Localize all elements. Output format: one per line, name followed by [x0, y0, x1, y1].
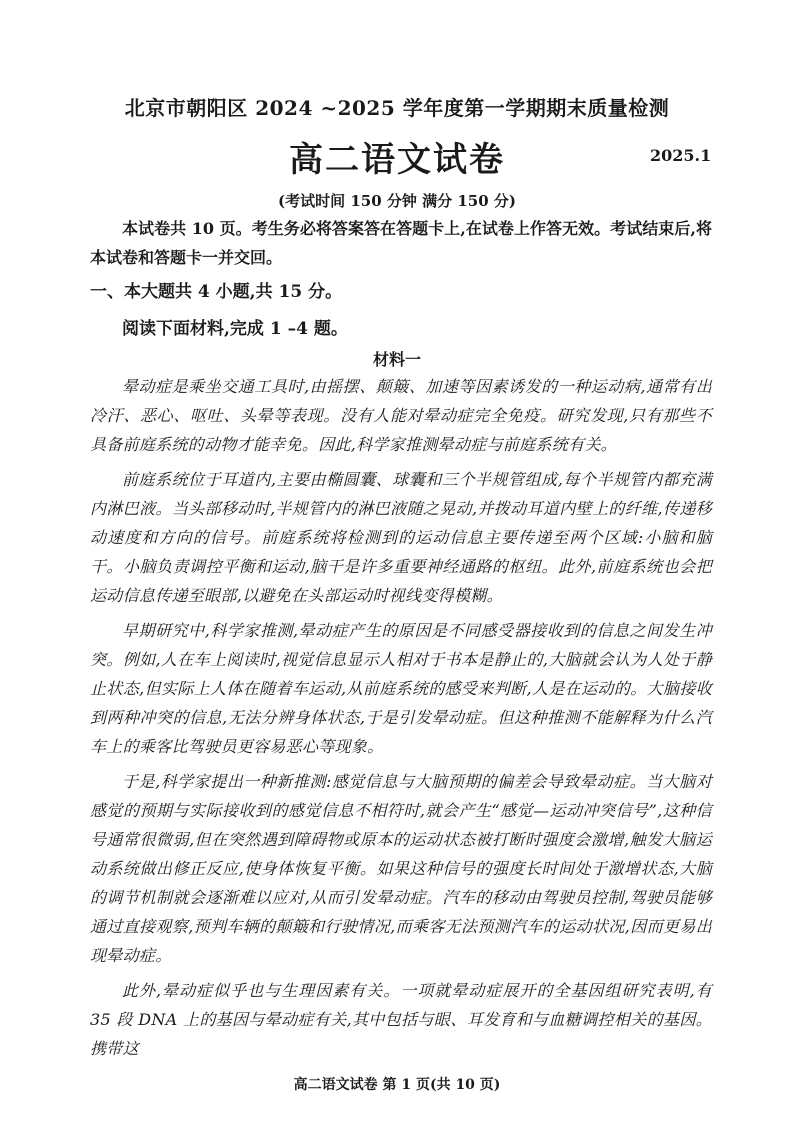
paragraph: 早期研究中,科学家推测,晕动症产生的原因是不同感受器接收到的信息之间发生冲突。例如,人在车上阅读时,视觉信息显示人相对于书本是静止的,大脑就会认为人处于静止状态,但实际上人体在随着车运动,从前庭系统的感受来判断,人是在运动的。大脑接收到两种冲突的信息,无法分辨身体状态,于是引发晕动症。但这种推测不能解释为什么汽车上的乘客比驾驶员更容易恶心等现象。 [90, 621, 712, 756]
page-title: 高二语文试卷 [289, 140, 505, 180]
section-heading: 一、本大题共 4 小题,共 15 分。 [90, 282, 343, 302]
paragraph: 晕动症是乘坐交通工具时,由摇摆、颠簸、加速等因素诱发的一种运动病,通常有出冷汗、恶心、呕吐、头晕等表现。没有人能对晕动症完全免疫。研究发现,只有那些不具备前庭系统的动物才能幸免。因此,科学家推测晕动症与前庭系统有关。 [90, 377, 712, 454]
exam-date: 2025.1 [650, 146, 712, 165]
reading-prompt: 阅读下面材料,完成 1 –4 题。 [122, 319, 348, 339]
paragraph: 前庭系统位于耳道内,主要由椭圆囊、球囊和三个半规管组成,每个半规管内都充满内淋巴液。当头部移动时,半规管内的淋巴液随之晃动,并拨动耳道内壁上的纤维,传递移动速度和方向的信号。前庭系统将检测到的运动信息主要传递至两个区域:小脑和脑干。小脑负责调控平衡和运动,脑干是许多重要神经通路的枢纽。此外,前庭系统也会把运动信息传递至眼部,以避免在头部运动时视线变得模糊。 [90, 470, 712, 605]
material-title: 材料一 [372, 350, 421, 369]
passage [90, 372, 712, 1069]
paragraph: 于是,科学家提出一种新推测:感觉信息与大脑预期的偏差会导致晕动症。当大脑对感觉的预期与实际接收到的感觉信息不相符时,就会产生“感觉—运动冲突信号”,这种信号通常很微弱,但在突然遇到障碍物或原本的运动状态被打断时强度会激增,触发大脑运动系统做出修正反应,使身体恢复平衡。如果这种信号的强度长时间处于激增状态,大脑的调节机制就会逐渐难以应对,从而引发晕动症。汽车的移动由驾驶员控制,驾驶员能够通过直接观察,预判车辆的颠簸和行驶情况,而乘客无法预测汽车的运动状况,因而更易出现晕动症。 [90, 772, 712, 965]
paragraph: 此外,晕动症似乎也与生理因素有关。一项就晕动症展开的全基因组研究表明,有 35 段 DNA 上的基因与晕动症有关,其中包括与眼、耳发育和与血糖调控相关的基因。携带这 [90, 981, 712, 1058]
exam-header-line: 北京市朝阳区 2024 ~2025 学年度第一学期期末质量检测 [124, 96, 670, 120]
page-footer: 高二语文试卷 第 1 页(共 10 页) [293, 1077, 501, 1093]
time-note: (考试时间 150 分钟 满分 150 分) [278, 192, 516, 210]
instructions: 本试卷共 10 页。考生务必将答案答在答题卡上,在试卷上作答无效。考试结束后,将本试卷和答题卡一并交回。 [90, 219, 712, 267]
